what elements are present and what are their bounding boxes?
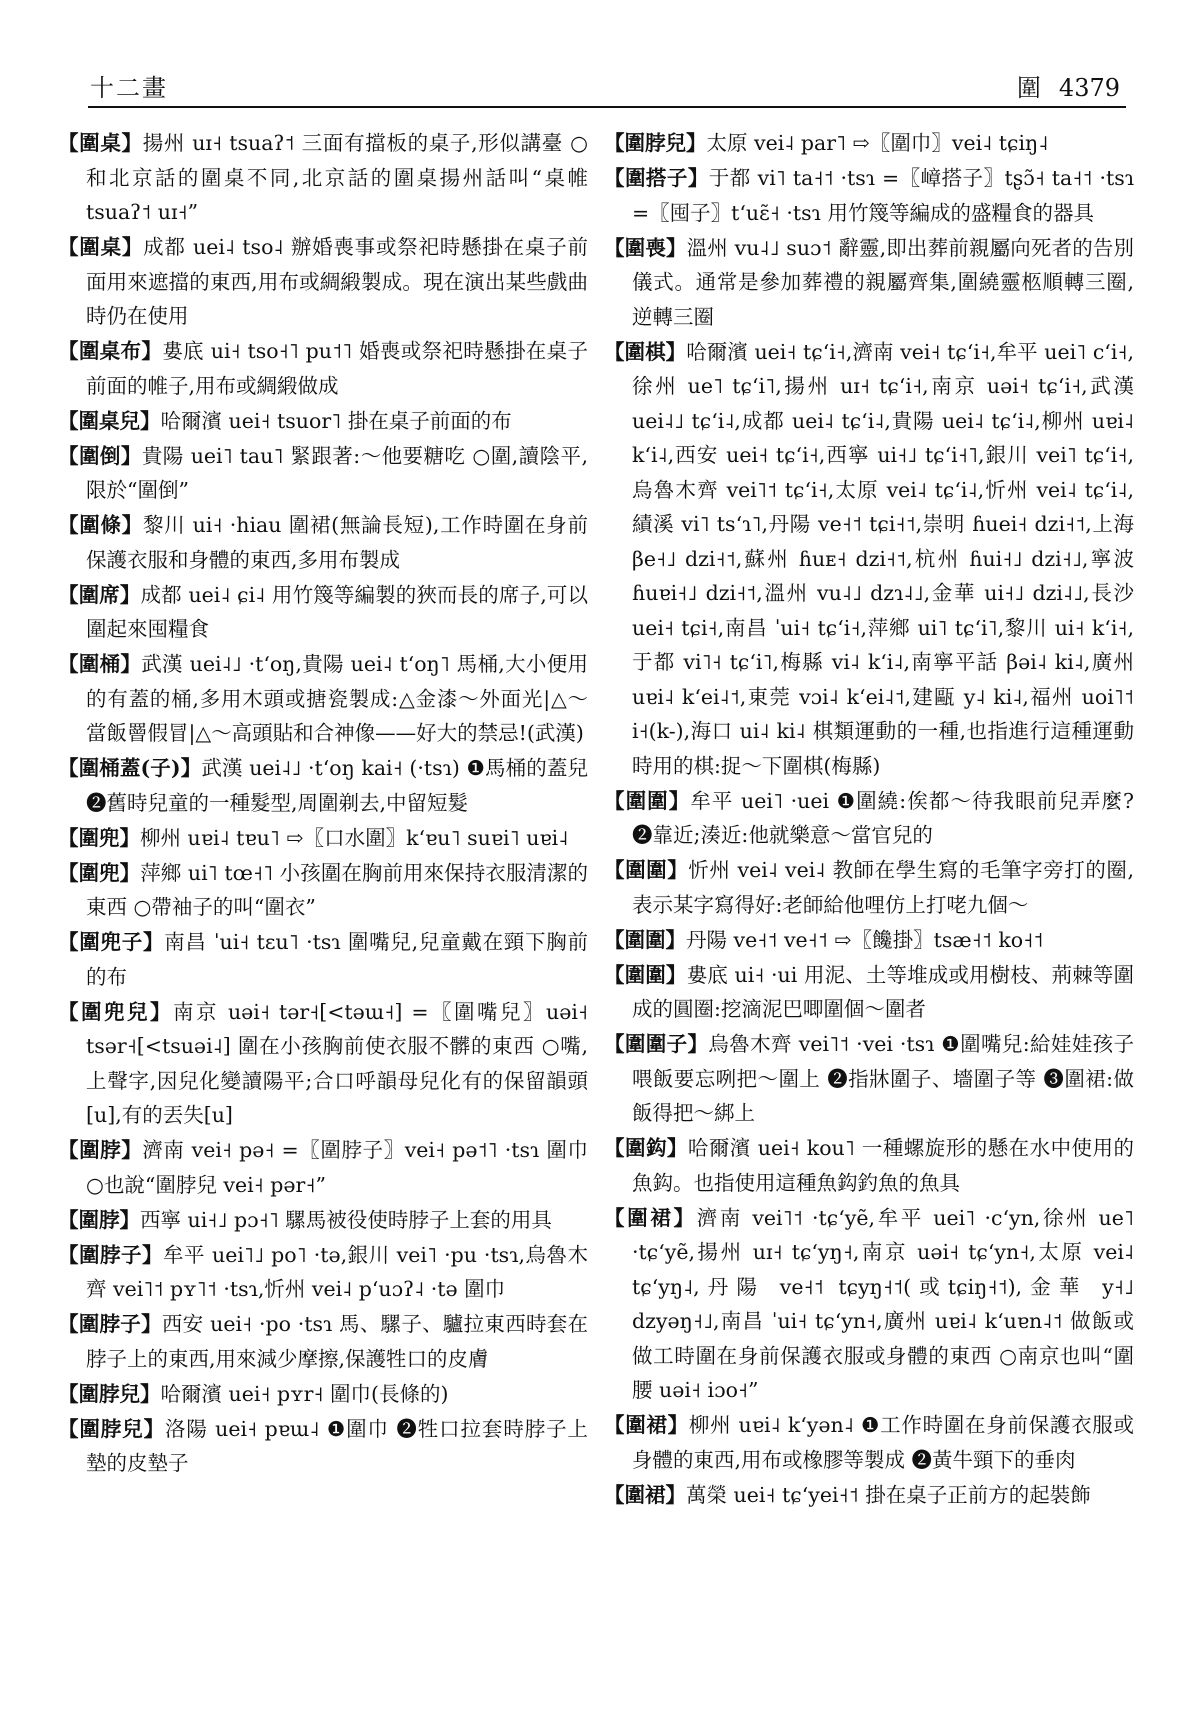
entry-headword: 【圍脖子】: [58, 1242, 164, 1267]
entry-headword: 【圍條】: [58, 513, 143, 537]
dictionary-entry: [58, 1203, 588, 1238]
dictionary-entry: [58, 334, 588, 403]
dictionary-entry: [58, 821, 588, 856]
page-number: 4379: [1058, 74, 1120, 102]
entry-definition: 揚州 uɪ˧ tsuaʔ˦ 三面有擋板的桌子,形似講臺 ○和北京話的圍桌不同,北京話的圍桌揚州話叫“桌帷 tsuaʔ˦ uɪ˧”: [86, 131, 589, 224]
entry-definition: 哈爾濱 uei˧ tɕʻi˧,濟南 vei˧ tɕʻi˧,牟平 uei˥ cʻi˧,徐州 ue˥ tɕʻi˥,揚州 uɪ˧ tɕʻi˧,南京 uəi˧ tɕʻi˧,武漢 uei˨˩ tɕʻi˨,成都 uei˨ tɕʻi˨,貴陽 uei˨ tɕʻi˨,柳州 uɐi˨ kʻi˨,西安 uei˧ tɕʻi˧,西寧 ui˧˩ tɕʻi˧˥,銀川 vei˥ tɕʻi˧,烏魯木齊 vei˥˦ tɕʻi˧,太原 vei˨ tɕʻi˨,忻州 vei˨ tɕʻi˨,績溪 vi˥ tsʻɿ˥,丹陽 ve˧˦ tɕi˧˦,崇明 ɦuei˧ dzi˧˦,上海 βe˧˩ dzi˧˦,蘇州 ɦuᴇ˧ dzi˧˦,杭州 ɦui˧˩ dzi˧˩,寧波 ɦuɐi˧˩ dzi˧˦,溫州 vu˨˩ dzɿ˨˩,金華 ui˧˩ dzi˨˩,長沙 uei˧ tɕi˧,南昌 ˈui˧ tɕʻi˧,萍鄉 ui˥ tɕʻi˥,黎川 ui˧ kʻi˧,于都 vi˥˧ tɕʻi˥,梅縣 vi˨ kʻi˨,南寧平話 βəi˨ ki˨,廣州 uɐi˨ kʻei˨˦,東莞 vɔi˨ kʻei˨˦,建甌 y˨ ki˨,福州 uoi˥˦ i˧(k-),海口 ui˨ ki˨ 棋類運動的一種,也指進行這種運動時用的棋:捉～下圍棋(梅縣): [632, 339, 1135, 778]
entry-definition: 萬榮 uei˧ tɕʻyei˧˦ 掛在桌子正前方的起裝飾: [686, 1482, 1091, 1507]
header-character: 圍: [1016, 74, 1041, 102]
entry-headword: 【圍脖兒】: [604, 131, 707, 155]
entry-headword: 【圍桶蓋(子)】: [58, 756, 202, 780]
entry-definition: 黎川 ui˧ ·hiau 圍裙(無論長短),工作時圍在身前保護衣服和身體的東西,多用布製成: [86, 513, 588, 572]
entry-headword: 【圍喪】: [604, 235, 687, 260]
entry-definition: 丹陽 ve˧˦ ve˧˦ ⇨〖饞掛〗tsæ˧˦ ko˧˦: [686, 927, 1044, 952]
entry-definition: 濟南 vei˥˦ ·tɕʻyẽ,牟平 uei˥ ·cʻyn,徐州 ue˥ ·tɕʻyẽ,揚州 uɪ˧ tɕʻyŋ˧,南京 uəi˧ tɕʻyn˧,太原 vei˨ tɕʻyŋ˨,丹陽 ve˧˦ tɕyŋ˧˦(或tɕiŋ˧˦),金華 y˧˩ dzyəŋ˧˩,南昌 ˈui˧ tɕʻyn˧,廣州 uɐi˨ kʻuɐn˨˦ 做飯或做工時圍在身前保護衣服或身體的東西 ○南京也叫“圍腰 uəi˧ iɔo˧”: [632, 1205, 1134, 1402]
entry-headword: 【圍圍】: [604, 927, 686, 952]
entry-definition: 南昌 ˈui˧ tɛu˥ ·tsɿ 圍嘴兒,兒童戴在頸下胸前的布: [86, 930, 589, 989]
entry-headword: 【圍兜兒】: [58, 999, 173, 1024]
dictionary-entry: [58, 1377, 588, 1412]
entry-headword: 【圍脖兒】: [58, 1381, 161, 1406]
dictionary-entry: [604, 231, 1134, 335]
entry-definition: 武漢 uei˨˩ ·tʻoŋ kai˧ (·tsɿ) ❶馬桶的蓋兒 ❷舊時兒童的一種髮型,周圍剃去,中留短髮: [86, 756, 588, 815]
dictionary-entry: [604, 923, 1134, 958]
entry-headword: 【圍脖兒】: [58, 1416, 165, 1441]
entry-definition: 婁底 ui˧ ·ui 用泥、土等堆成或用樹枝、荊棘等圍成的圓圈:挖滴泥巴唧圍個～圍者: [632, 962, 1135, 1021]
entry-definition: 哈爾濱 uei˧ tsuor˥ 掛在桌子前面的布: [160, 408, 512, 433]
dictionary-entry: [58, 126, 588, 230]
entry-headword: 【圍搭子】: [604, 166, 709, 190]
entry-headword: 【圍兜子】: [58, 930, 165, 954]
dictionary-entry: [604, 853, 1134, 922]
dictionary-entry: [58, 508, 588, 577]
dictionary-entry: [58, 1133, 588, 1202]
entry-headword: 【圍桌】: [58, 235, 144, 259]
dictionary-entry: [604, 1027, 1134, 1131]
entry-definition: 忻州 vei˨ vei˨ 教師在學生寫的毛筆字旁打的圈,表示某字寫得好:老師給他哩仿上打咾九個～: [632, 858, 1135, 917]
entry-headword: 【圍脖子】: [58, 1312, 162, 1336]
dictionary-entry: [604, 126, 1134, 161]
entry-definition: 成都 uei˨ tso˨ 辦婚喪事或祭祀時懸掛在桌子前面用來遮擋的東西,用布或綢緞製成。現在演出某些戲曲時仍在使用: [86, 235, 589, 328]
entry-definition: 婁底 ui˧ tso˧˥ pu˦˥ 婚喪或祭祀時懸掛在桌子前面的帷子,用布或綢緞做成: [86, 339, 588, 398]
entry-headword: 【圍圍】: [604, 962, 687, 987]
entry-headword: 【圍桌布】: [58, 339, 163, 363]
dictionary-entry: [58, 647, 588, 751]
entry-definition: 柳州 uɐi˨ kʻyən˨ ❶工作時圍在身前保護衣服或身體的東西,用布或橡膠等製成 ❷黃牛頸下的垂肉: [632, 1413, 1135, 1472]
dictionary-entry: [604, 784, 1134, 853]
entry-definition: 萍鄉 ui˥ tœ˧˥ 小孩圍在胸前用來保持衣服清潔的東西 ○帶袖子的叫“圍衣”: [86, 860, 588, 919]
entry-definition: 溫州 vu˨˩ suɔ˦ 辭靈,即出葬前親屬向死者的告別儀式。通常是參加葬禮的親屬齊集,圍繞靈柩順轉三圈,逆轉三圈: [632, 235, 1135, 329]
entry-headword: 【圍棋】: [604, 339, 687, 364]
dictionary-entry: [58, 1307, 588, 1376]
dictionary-entry: [604, 1408, 1134, 1477]
entry-headword: 【圍兜】: [58, 825, 140, 850]
dictionary-entry: [58, 578, 588, 647]
dictionary-entry: [604, 335, 1134, 784]
entry-definition: 武漢 uei˨˩ ·tʻoŋ,貴陽 uei˨ tʻoŋ˥ 馬桶,大小便用的有蓋的桶,多用木頭或搪瓷製成:△金漆～外面光|△～當飯罾假冒|△～高頭貼和合神像——好大的禁忌!(武漢): [86, 652, 589, 745]
entry-headword: 【圍裙】: [604, 1205, 697, 1230]
dictionary-entry: [58, 439, 588, 508]
running-header: [88, 62, 1126, 108]
dictionary-entry: [58, 1412, 588, 1481]
entry-definition: 濟南 vei˧ pə˧ =〖圍脖子〗vei˧ pə˦˥ ·tsɿ 圍巾 ○也說“圍脖兒 vei˧ pər˧”: [86, 1138, 589, 1197]
right-column: [604, 126, 1134, 1513]
entry-headword: 【圍鈎】: [604, 1136, 688, 1160]
dictionary-entry: [604, 1478, 1134, 1513]
entry-definition: 西安 uei˧ ·po ·tsɿ 馬、騾子、驢拉東西時套在脖子上的東西,用來減少摩擦,保護牲口的皮膚: [86, 1312, 588, 1371]
entry-definition: 南京 uəi˧ tər˧[<təɯ˧] =〖圍嘴兒〗uəi˧ tsər˧[<tsuəi˨] 圍在小孩胸前使衣服不髒的東西 ○嘴,上聲字,因兒化變讀陽平;合口呼韻母兒化有的保留韻頭[u],有的丟失[u]: [86, 999, 588, 1127]
dictionary-entry: [58, 751, 588, 820]
entry-definition: 牟平 uei˥ ·uei ❶圍繞:俟都～待我眼前兒弄麼? ❷靠近;湊近:他就樂意～當官兒的: [632, 788, 1135, 847]
entry-definition: 烏魯木齊 vei˥˦ ·vei ·tsɿ ❶圍嘴兒:給娃娃孩子喂飯要忘咧把～圍上 ❷指牀圍子、墻圍子等 ❸圍裙:做飯得把～綁上: [632, 1032, 1134, 1125]
entry-definition: 洛陽 uei˧ pɐɯ˨ ❶圍巾 ❷牲口拉套時脖子上墊的皮墊子: [86, 1416, 588, 1475]
entry-headword: 【圍裙】: [604, 1482, 686, 1507]
entry-definition: 成都 uei˨ ɕi˨ 用竹篾等編製的狹而長的席子,可以圍起來囤糧食: [86, 582, 588, 641]
dictionary-entry: [58, 925, 588, 994]
entry-headword: 【圍圍】: [604, 858, 689, 882]
entry-definition: 西寧 ui˧˩ pɔ˧˥ 騾馬被役使時脖子上套的用具: [140, 1207, 552, 1232]
entry-definition: 哈爾濱 uei˧ pʏr˧ 圍巾(長條的): [160, 1381, 449, 1406]
dictionary-entry: [604, 161, 1134, 230]
section-label: 十二畫: [90, 74, 168, 102]
dictionary-entry: [604, 1201, 1134, 1408]
dictionary-entry: [58, 995, 588, 1133]
entry-headword: 【圍脖】: [58, 1207, 140, 1232]
entry-headword: 【圍圍子】: [604, 1032, 709, 1056]
left-column: [58, 126, 588, 1481]
entry-definition: 貴陽 uei˥ tau˥ 緊跟著:～他要糖吃 ○圍,讀陰平,限於“圍倒”: [86, 443, 588, 502]
entry-headword: 【圍席】: [58, 582, 141, 607]
entry-headword: 【圍桶】: [58, 652, 142, 676]
entry-definition: 哈爾濱 uei˧ kou˥ 一種螺旋形的懸在水中使用的魚鈎。也指使用這種魚鈎釣魚的魚具: [632, 1136, 1134, 1195]
entry-headword: 【圍圍】: [604, 788, 691, 813]
entry-definition: 于都 vi˥ ta˧˦ ·tsɿ =〖嶂搭子〗tʂɔ̃˧ ta˧˦ ·tsɿ =〖囤子〗tʻuɛ̃˧ ·tsɿ 用竹篾等編成的盛糧食的器具: [632, 166, 1134, 225]
dictionary-entry: [58, 230, 588, 334]
entry-headword: 【圍倒】: [58, 443, 142, 468]
entry-headword: 【圍桌】: [58, 131, 143, 155]
dictionary-entry: [58, 856, 588, 925]
entry-headword: 【圍脖】: [58, 1138, 143, 1162]
entry-headword: 【圍兜】: [58, 860, 141, 885]
dictionary-entry: [58, 404, 588, 439]
entry-definition: 牟平 uei˥˩ po˥ ·tə,銀川 vei˥ ·pu ·tsɿ,烏魯木齊 vei˥˦ pʏ˥˦ ·tsɿ,忻州 vei˨ pʻuɔʔ˨ ·tə 圍巾: [86, 1242, 589, 1301]
dictionary-entry: [604, 1131, 1134, 1200]
entry-definition: 太原 vei˨ par˥ ⇨〖圍巾〗vei˨ tɕiŋ˨: [706, 131, 1049, 155]
dictionary-entry: [604, 958, 1134, 1027]
header-right: [999, 68, 1120, 103]
entry-headword: 【圍裙】: [604, 1413, 689, 1437]
entry-headword: 【圍桌兒】: [58, 408, 161, 433]
dictionary-entry: [58, 1238, 588, 1307]
entry-definition: 柳州 uɐi˨ tɐu˥ ⇨〖口水圍〗kʻɐu˥ suɐi˥ uɐi˨: [140, 825, 569, 850]
